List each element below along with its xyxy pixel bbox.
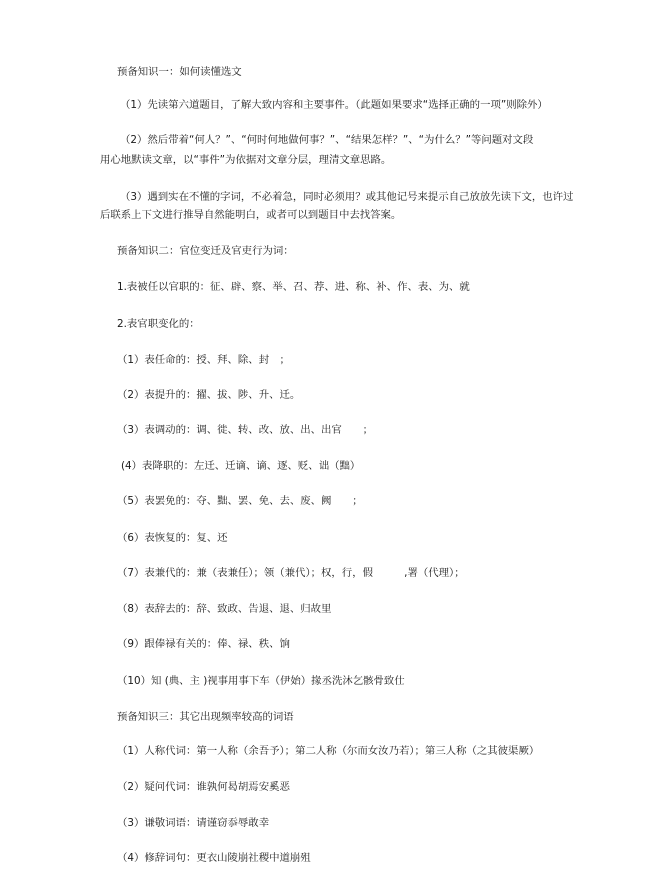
sub-list-item: （10）知 (典、主 )视事用事下车（伊始）掾丞洗沐乞骸骨致仕 (117, 675, 405, 687)
paragraph-2-line2: 用心地默读文章，以“事件”为依据对文章分层，理清文章思路。 (100, 154, 392, 166)
sub-list-item: （2）表提升的：擢、拔、陟、升、迁。 (117, 389, 301, 401)
section3-heading: 预备知识三：其它出现频率较高的词语 (117, 711, 294, 723)
section1-heading: 预备知识一：如何读懂选文 (117, 66, 242, 78)
list-item: （3）谦敬词语：请谨窃忝辱敢幸 (117, 817, 270, 829)
sub-list-item: (4）表降职的：左迁、迁谪、谪、逐、贬、诎（黜） (121, 460, 361, 472)
sub-list-item: （8）表辞去的：辞、致政、告退、退、归故里 (117, 603, 332, 615)
sub-list-item: （7）表兼代的：兼（表兼任）；领（兼代）；权，行，假 ,署（代理）； (117, 567, 465, 579)
list-item: （1）人称代词：第一人称（余吾予）；第二人称（尔而女汝乃若）；第三人称（之其彼渠厥） (117, 745, 540, 757)
sub-list-item: （1）表任命的：授、拜、除、封 ； (117, 354, 290, 366)
list-item: （2）疑问代词：谁孰何曷胡焉安奚恶 (117, 781, 290, 793)
sub-list-item: （3）表调动的：调、徙、转、改、放、出、出官 ； (117, 424, 373, 436)
list-item: 2.表官职变化的： (117, 318, 200, 330)
sub-list-item: （6）表恢复的：复、还 (117, 532, 228, 544)
section2-heading: 预备知识二：官位变迁及官吏行为词： (117, 245, 294, 257)
list-item: （4）修辞词句：更衣山陵崩社稷中道崩殂 (117, 852, 311, 864)
sub-list-item: （9）跟俸禄有关的：俸、禄、秩、饷 (117, 638, 290, 650)
sub-list-item: （5）表罢免的：夺、黜、罢、免、去、废、阙 ； (117, 495, 363, 507)
paragraph-2-line1: （2）然后带着“何人？”、“何时何地做何事？”、“结果怎样？”、“为什么？”等问题对文段 (120, 134, 534, 146)
paragraph-1: （1）先读第六道题目，了解大致内容和主要事件。（此题如果要求“选择正确的一项”则除外） (120, 99, 548, 111)
paragraph-3-line2: 后联系上下文进行推导自然能明白，或者可以到题目中去找答案。 (100, 209, 402, 221)
list-item: 1.表被任以官职的：征、辟、察、举、召、荐、进、称、补、作、表、为、就 (117, 281, 470, 293)
paragraph-3-line1: （3）遇到实在不懂的字词，不必着急，同时必须用？或其他记号来提示自己放放先读下文，也许过 (120, 191, 574, 203)
